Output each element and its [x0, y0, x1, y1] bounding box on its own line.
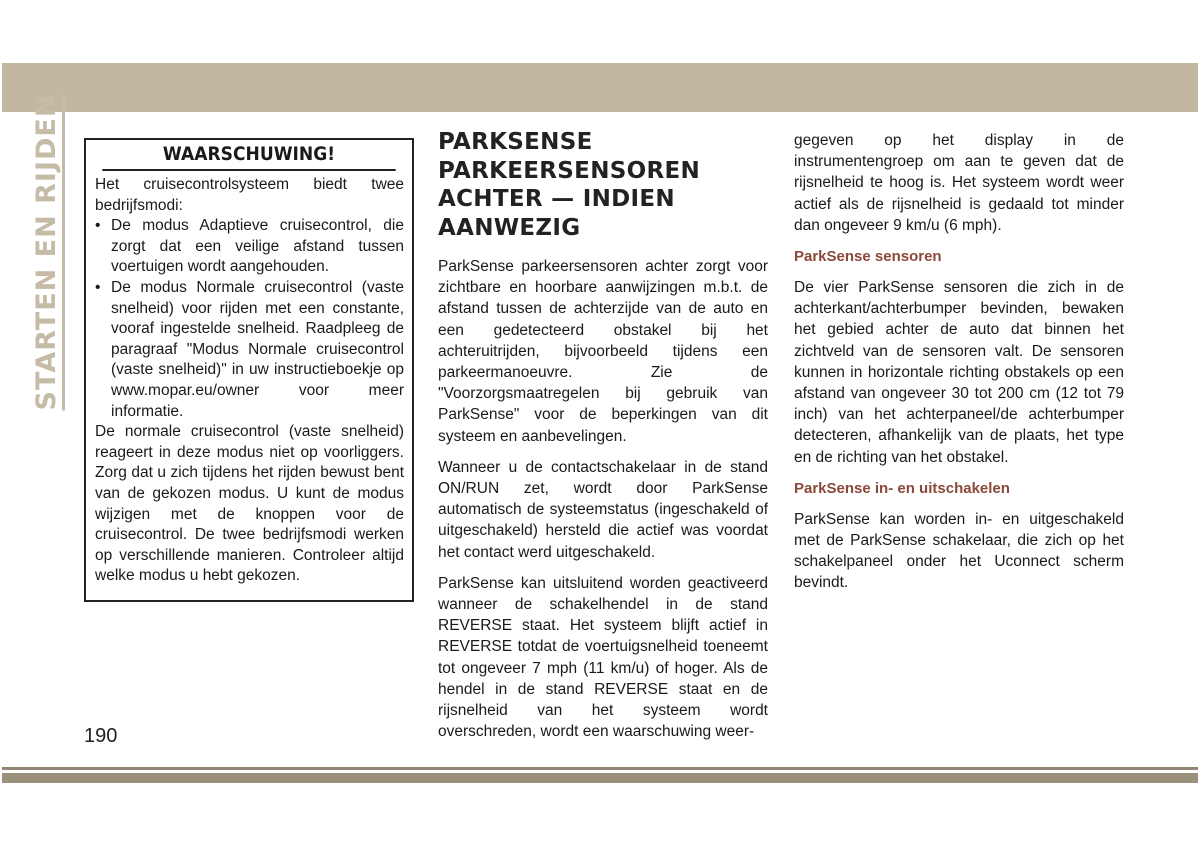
warning-body — [86, 171, 412, 587]
header-band — [2, 63, 1198, 112]
paragraph: ParkSense parkeersensoren achter zorgt voor zichtbare en hoorbare aanwijzingen m.b.t. de afstand tussen de achterzijde van de auto en een gedetecteerd obstakel bij het achteruitrijden, bijvoorbeeld tijdens een parkeermanoeuvre. Zie de "Voorzorgsmaatregelen bij gebruik van ParkSense" voor de beperkingen van dit systeem en aanbevelingen. — [438, 258, 768, 445]
subsection-title: ParkSense in- en uitschakelen — [794, 479, 1010, 497]
bullet-icon: • — [95, 278, 101, 296]
footer-line-thick — [2, 773, 1198, 783]
chapter-title-text: STARTEN EN RIJDEN — [31, 94, 65, 411]
chapter-side-title — [28, 93, 68, 411]
main-column — [438, 128, 768, 752]
paragraph: ParkSense kan worden in- en uitgeschakeld met de ParkSense schakelaar, die zich op het schakelpaneel onder het Uconnect scherm bevindt. — [794, 510, 1124, 592]
paragraph: ParkSense kan uitsluitend worden geactiveerd wanneer de schakelhendel in de stand REVERSE staat. Het systeem blijft actief in REVERSE totdat de voertuigsnelheid toeneemt tot ongeveer 7 mph (11 km/u) of hoger. Als de hendel in de stand REVERSE staat en de rijsnelheid van het systeem wordt overschreden, wordt een waarschuwing weer- — [438, 574, 768, 741]
warning-bullet: • De modus Adaptieve cruisecontrol, die zorgt dat een veilige afstand tussen voertuigen wordt aangehouden. — [95, 217, 404, 276]
warning-outro: De normale cruisecontrol (vaste snelheid) reageert in deze modus niet op voorliggers. Zorg dat u zich tijdens het rijden bewust bent van de gekozen modus. U kunt de modus wijzigen met de knoppen voor de cruisecontrol. De twee bedrijfsmodi werken op verschillende manieren. Controleer altijd welke modus u hebt gekozen. — [95, 423, 404, 585]
footer-line-thin — [2, 767, 1198, 770]
warning-intro: Het cruisecontrolsysteem biedt twee bedrijfsmodi: — [95, 176, 404, 214]
section-title: PARKSENSE PARKEERSENSOREN ACHTER — INDIEN AANWEZIG — [438, 129, 701, 241]
warning-bullet-list — [95, 216, 404, 422]
paragraph: De vier ParkSense sensoren die zich in de achterkant/achterbumper bevinden, bewaken het gebied achter de auto dat binnen het zichtveld van de sensoren valt. De sensoren kunnen in horizontale richting obstakels op een afstand van ongeveer 30 tot 200 cm (12 tot 79 inch) van het achterpaneel/de achterbumper detecteren, afhankelijk van de plaats, het type en de richting van het obstakel. — [794, 279, 1124, 466]
paragraph-continuation: gegeven op het display in de instrumentengroep om aan te geven dat de rijsnelheid te hoog is. Het systeem wordt weer actief als de rijsnelheid is gedaald tot minder dan ongeveer 9 km/u (6 mph). — [794, 132, 1124, 234]
right-column — [794, 130, 1124, 604]
bullet-icon: • — [95, 217, 101, 235]
warning-bullet: • De modus Normale cruisecontrol (vaste snelheid) voor rijden met een constante, vooraf ingestelde snelheid. Raadpleeg de paragraaf "Modus Normale cruisecontrol (vaste snelheid)" in uw instructieboekje op www.mopar.eu/owner voor meer informatie. — [95, 278, 404, 420]
footer-band — [2, 767, 1198, 783]
subsection-title: ParkSense sensoren — [794, 248, 942, 266]
warning-box — [84, 138, 414, 602]
page-number: 190 — [84, 725, 118, 747]
paragraph: Wanneer u de contactschakelaar in de stand ON/RUN zet, wordt door ParkSense automatisch de systeemstatus (ingeschakeld of uitgeschakeld) hersteld die actief was voordat het contact werd uitgeschakeld. — [438, 458, 768, 561]
warning-title: WAARSCHUWING! — [102, 140, 395, 171]
